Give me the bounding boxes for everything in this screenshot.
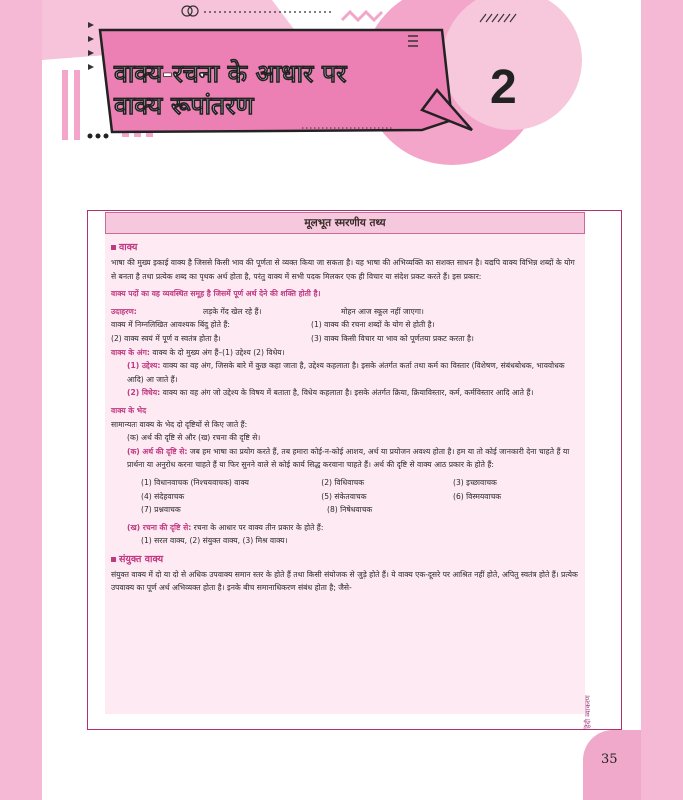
spine-label: हिंदी व्याकरण <box>584 695 592 730</box>
square-bullet-icon <box>111 557 116 562</box>
example-label: उदाहरण: <box>111 306 137 316</box>
types-row-3: (7) प्रश्नवाचक (8) निषेधवाचक <box>141 505 373 515</box>
points-row-1 <box>111 318 579 332</box>
facts-content <box>105 234 585 595</box>
points-row-2 <box>111 332 579 346</box>
example-row <box>111 305 579 319</box>
vakya-definition: वाक्य पदों का वह व्यवस्थित समूह है जिसमें पूर्ण अर्थ देने की शक्ति होती है। <box>111 289 321 299</box>
square-bullet-icon <box>111 245 116 250</box>
left-margin-strip <box>0 0 42 800</box>
facts-box-title: मूलभूत स्मरणीय तथ्य <box>105 212 585 234</box>
page-number-tab <box>583 730 641 800</box>
bhed-heading: वाक्य के भेद <box>111 405 147 415</box>
sanyukt-paragraph: संयुक्त वाक्य में दो या दो से अधिक उपवाक्य समान स्तर के होते हैं तथा किसी संयोजक से जुड़े होते हैं। ये वाक्य एक-दूसरे पर आश्रित नहीं होते, अपितु स्वतंत्र होते हैं। प्रत्येक उपवाक्य का पूर्ण अर्थ अभिव्यक्त होता है। इनके बीच समानाधिकरण संबंध होता है; जैसे- <box>111 569 578 593</box>
chapter-title <box>114 58 434 122</box>
chapter-header <box>42 0 641 175</box>
chapter-title-line2: वाक्य रूपांतरण <box>114 91 254 120</box>
chapter-number: 2 <box>490 61 517 114</box>
bhed-intro: सामान्यतः वाक्य के भेद दो दृष्टियों से किए जाते हैं: <box>111 419 248 429</box>
arth-item: (क) अर्थ की दृष्टि से: जब हम भाषा का प्रयोग करते हैं, तब हमारा कोई-न-कोई आशय, अर्थ या प्रयोजन अवश्य होता है। हम या तो कोई जानकारी देना चाहते हैं या प्रार्थना या अनुरोध करना चाहते हैं या फिर सुनने वाले से कोई कार्य सिद्ध करवाना चाहते हैं। अर्थ की दृष्टि से वाक्य आठ प्रकार के होते हैं: <box>127 446 570 470</box>
example-1: लड़के गेंद खेल रहे हैं। <box>203 306 262 316</box>
points-intro: वाक्य में निम्नलिखित आवश्यक बिंदु होते हैं: <box>111 320 230 330</box>
uddeshya-item: (1) उद्देश्य: वाक्य का वह अंग, जिसके बारे में कुछ कहा जाता है, उद्देश्य कहलाता है। इसके अंतर्गत कर्ता तथा कर्म का विस्तार (विशेषण, संबंधबोधक, भाववोधक आदि) आ जाते हैं। <box>127 361 565 384</box>
bhed-ab: (क) अर्थ की दृष्टि से और (ख) रचना की दृष्टि से। <box>127 433 261 443</box>
types-row-1: (1) विधानवाचक (निश्चयवाचक) वाक्य (2) विधिवाचक (3) इच्छावाचक <box>141 477 497 487</box>
section-heading-sanyukt: संयुक्त वाक्य <box>111 552 579 568</box>
types-row-2: (4) संदेहवाचक (5) संकेतवाचक (6) विस्मयवाचक <box>141 491 502 501</box>
point-3: (3) वाक्य किसी विचार या भाव को पूर्णतया प्रकट करता है। <box>311 333 474 343</box>
point-2: (2) वाक्य स्वयं में पूर्ण व स्वतंत्र होता है। <box>111 333 221 343</box>
rachna-item: (ख) रचना की दृष्टि से: रचना के आधार पर वाक्य तीन प्रकार के होते हैं: <box>127 522 324 532</box>
rachna-types: (1) सरल वाक्य, (2) संयुक्त वाक्य, (3) मिश्र वाक्य। <box>141 536 288 546</box>
vakya-paragraph: भाषा की मुख्य इकाई वाक्य है जिससे किसी भाव की पूर्णता से व्यक्त किया जा सकता है। यह भाषा की अभिव्यक्ति का सशक्त साधन है। यद्यपि वाक्य विभिन्न शब्दों के योग से बनता है तथा प्रत्येक शब्द का पृथक अर्थ होता है, परंतु वाक्य में सभी पदक मिलकर एक ही विचार या संदेश प्रकट करते हैं। इस प्रकार: <box>111 258 575 281</box>
right-margin-strip <box>641 0 683 800</box>
vidheya-item: (2) विधेय: वाक्य का वह अंग जो उद्देश्य के विषय में बताता है, विधेय कहलाता है। इसके अंतर्गत क्रिया, क्रियाविस्तार, कर्म, कर्मविस्तार आदि आते हैं। <box>127 388 534 398</box>
section-heading-vakya: वाक्य <box>111 240 579 256</box>
page-number: 35 <box>601 752 618 767</box>
point-1: (1) वाक्य की रचना शब्दों के योग से होती है। <box>311 320 435 330</box>
example-2: मोहन आज स्कूल नहीं जाएगा। <box>341 306 424 316</box>
ang-line: वाक्य के अंग: वाक्य के दो मुख्य अंग हैं–(1) उद्देश्य (2) विधेय। <box>111 347 285 357</box>
chapter-title-line1: वाक्य-रचना के आधार पर <box>114 59 347 88</box>
